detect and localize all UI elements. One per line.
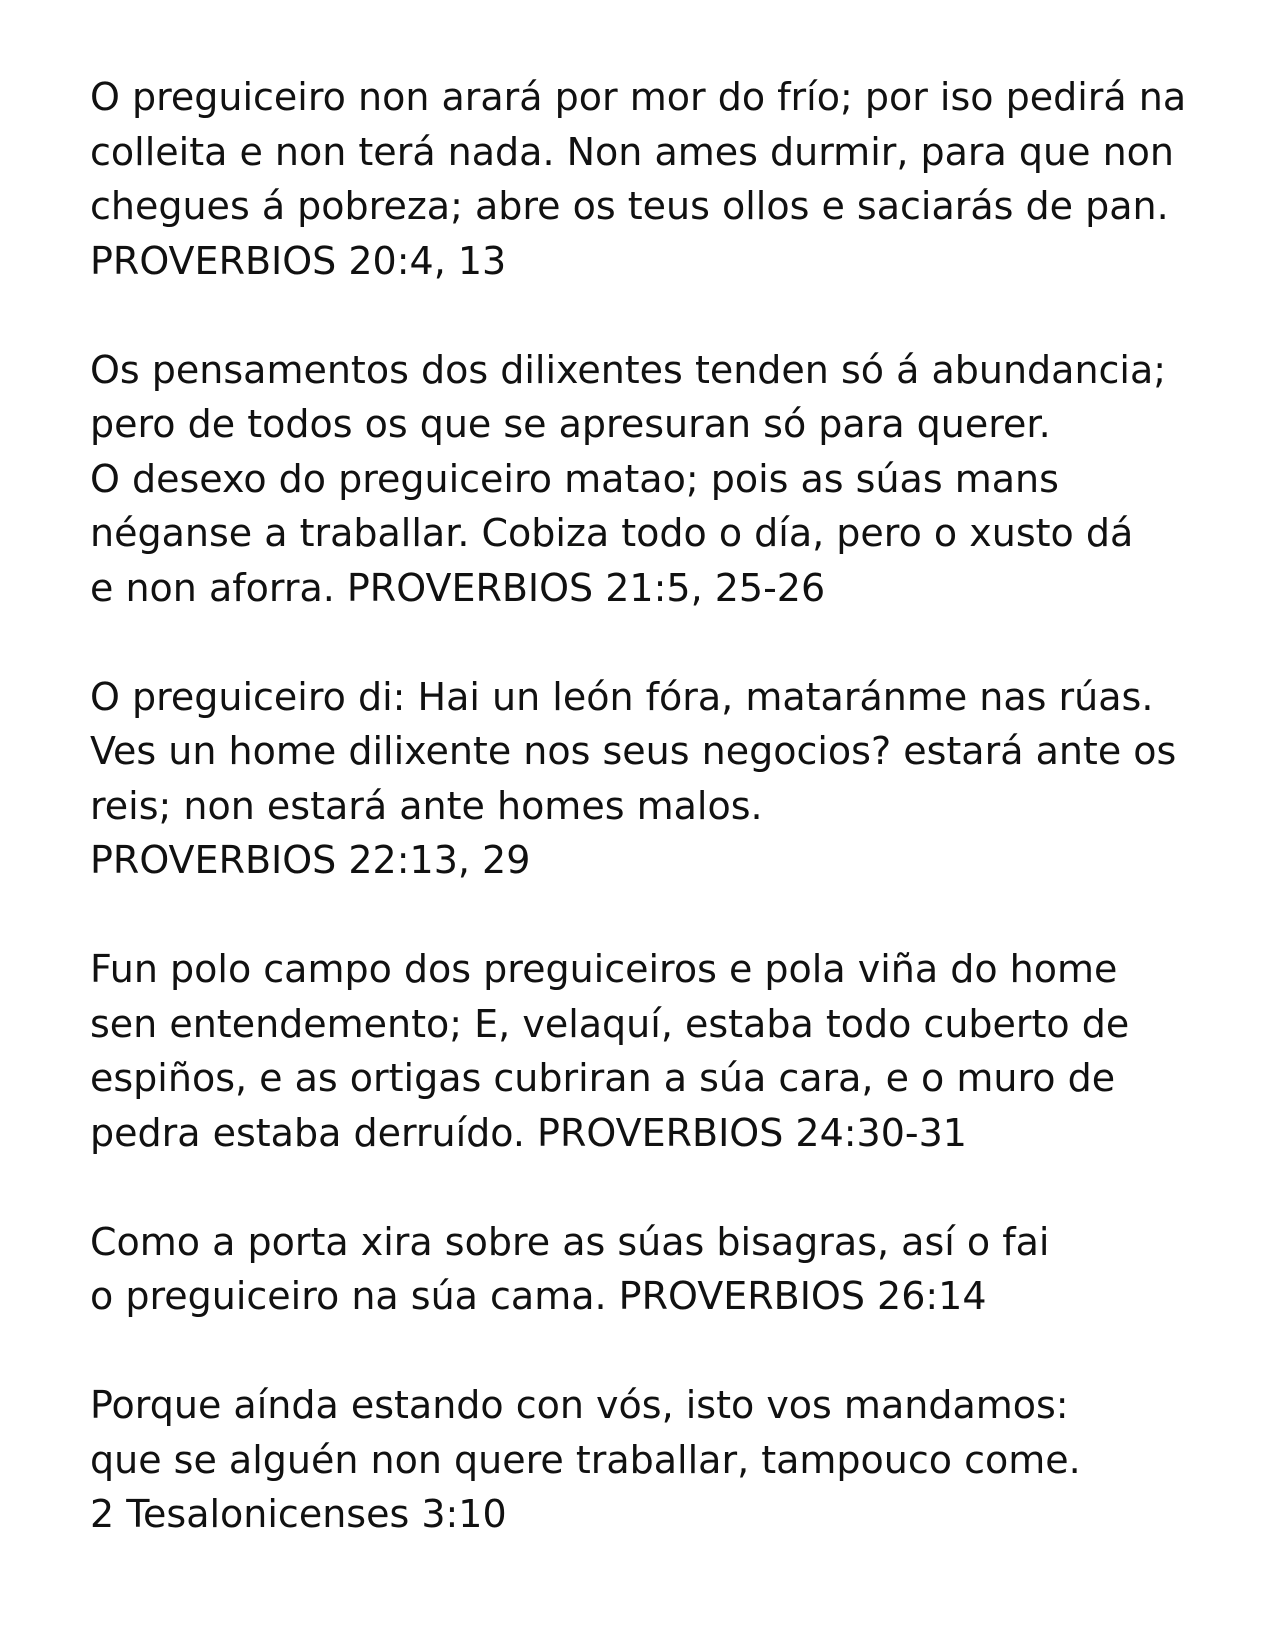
- text-line: Fun polo campo dos preguiceiros e pola viña do home: [90, 947, 1118, 991]
- passage-proverbios-26: [90, 1215, 1240, 1324]
- document-page: [90, 70, 1240, 1596]
- citation-line: PROVERBIOS 22:13, 29: [90, 838, 531, 882]
- passage-proverbios-22: [90, 670, 1240, 888]
- text-line: Como a porta xira sobre as súas bisagras, así o fai: [90, 1219, 1050, 1264]
- text-line: espiños, e as ortigas cubriran a súa cara, e o muro de: [90, 1056, 1116, 1100]
- text-line: néganse a traballar. Cobiza todo o día, pero o xusto dá: [90, 511, 1134, 555]
- passage-proverbios-24: [90, 942, 1240, 1160]
- text-line: que se alguén non quere traballar, tampouco come.: [90, 1437, 1081, 1482]
- passage-proverbios-21: [90, 343, 1240, 616]
- citation-line: 2 Tesalonicenses 3:10: [90, 1492, 507, 1536]
- text-line: colleita e non terá nada. Non ames durmir, para que non: [90, 129, 1175, 174]
- text-line: O desexo do preguiceiro matao; pois as súas mans: [90, 456, 1059, 501]
- citation-line: pedra estaba derruído. PROVERBIOS 24:30-31: [90, 1110, 967, 1155]
- text-line: Os pensamentos dos dilixentes tenden só á abundancia;: [90, 347, 1167, 392]
- passage-2-tesalonicenses: [90, 1378, 1240, 1542]
- text-line: pero de todos os que se apresuran só para querer.: [90, 402, 1051, 446]
- passage-proverbios-20: [90, 70, 1240, 288]
- text-line: reis; non estará ante homes malos.: [90, 783, 763, 828]
- citation-line: o preguiceiro na súa cama. PROVERBIOS 26:14: [90, 1274, 987, 1318]
- text-line: sen entendemento; E, velaquí, estaba todo cuberto de: [90, 1001, 1130, 1046]
- text-line: Porque aínda estando con vós, isto vos mandamos:: [90, 1383, 1069, 1427]
- text-line: O preguiceiro non arará por mor do frío; por iso pedirá na: [90, 75, 1187, 119]
- text-line: O preguiceiro di: Hai un león fóra, mataránme nas rúas.: [90, 674, 1154, 719]
- text-line: Ves un home dilixente nos seus negocios? estará ante os: [90, 729, 1177, 773]
- citation-line: e non aforra. PROVERBIOS 21:5, 25-26: [90, 565, 826, 610]
- citation-line: PROVERBIOS 20:4, 13: [90, 238, 507, 283]
- text-line: chegues á pobreza; abre os teus ollos e saciarás de pan.: [90, 184, 1169, 228]
